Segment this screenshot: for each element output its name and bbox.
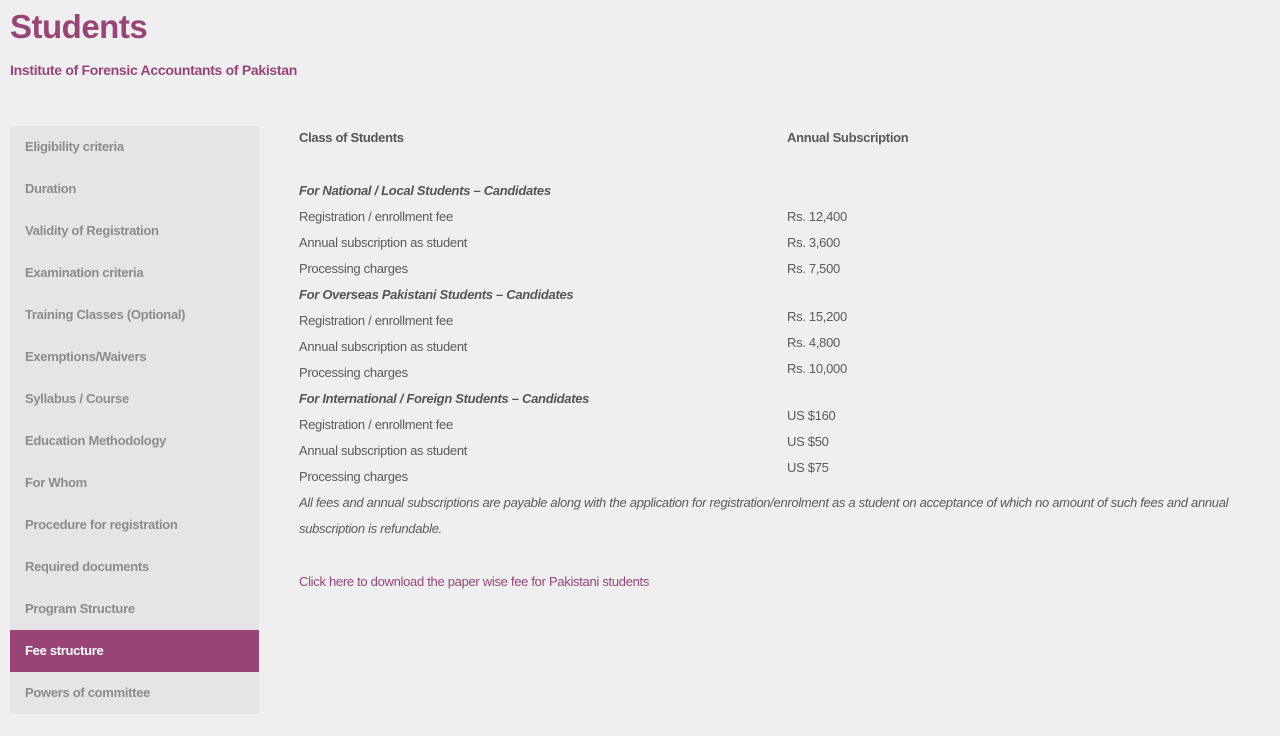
fee-label: Processing charges [299, 365, 408, 380]
download-fee-link[interactable]: Click here to download the paper wise fee for Pakistani students [299, 574, 650, 589]
sidebar-item-examination[interactable]: Examination criteria [25, 265, 144, 280]
section-title-international: For International / Foreign Students – Candidates [299, 391, 590, 406]
fee-amount: US $50 [787, 434, 829, 449]
fee-amount: Rs. 12,400 [787, 209, 847, 224]
sidebar-item-fee-structure[interactable]: Fee structure [10, 630, 259, 672]
sidebar-item-documents[interactable]: Required documents [25, 559, 149, 574]
fee-label: Registration / enrollment fee [299, 313, 453, 328]
fee-label: Annual subscription as student [299, 235, 468, 250]
sidebar-item-procedure[interactable]: Procedure for registration [25, 517, 178, 532]
section-title-national: For National / Local Students – Candidates [299, 183, 551, 198]
fee-amount: Rs. 10,000 [787, 361, 847, 376]
sidebar-item-methodology[interactable]: Education Methodology [25, 433, 167, 448]
column-header-amount: Annual Subscription [787, 130, 909, 145]
sidebar-nav [10, 126, 259, 714]
fee-amount: US $75 [787, 460, 829, 475]
fee-label: Processing charges [299, 469, 408, 484]
fee-label: Registration / enrollment fee [299, 209, 453, 224]
fee-label: Processing charges [299, 261, 408, 276]
fee-label: Annual subscription as student [299, 339, 468, 354]
sidebar-item-powers[interactable]: Powers of committee [25, 685, 151, 700]
fee-amount: Rs. 7,500 [787, 261, 840, 276]
fee-label: Registration / enrollment fee [299, 417, 453, 432]
sidebar-item-exemptions[interactable]: Exemptions/Waivers [25, 349, 147, 364]
page-subtitle: Institute of Forensic Accountants of Pakistan [10, 62, 298, 78]
refund-note: All fees and annual subscriptions are payable along with the application for registration/enrolment as a student on acceptance of which no amount of such fees and annual subscription is refundable. [299, 495, 1229, 536]
sidebar-item-validity[interactable]: Validity of Registration [25, 223, 159, 238]
section-title-overseas: For Overseas Pakistani Students – Candidates [299, 287, 574, 302]
sidebar-item-for-whom[interactable]: For Whom [25, 475, 87, 490]
fee-amount: Rs. 15,200 [787, 309, 847, 324]
sidebar-item-program-structure[interactable]: Program Structure [25, 601, 135, 616]
fee-amount: Rs. 3,600 [787, 235, 840, 250]
column-header-class: Class of Students [299, 130, 404, 145]
sidebar-item-eligibility[interactable]: Eligibility criteria [25, 139, 124, 154]
fee-amount: US $160 [787, 408, 836, 423]
page-title: Students [10, 8, 148, 45]
fee-amount: Rs. 4,800 [787, 335, 840, 350]
sidebar-item-duration[interactable]: Duration [25, 181, 77, 196]
sidebar-item-syllabus[interactable]: Syllabus / Course [25, 391, 129, 406]
fee-label: Annual subscription as student [299, 443, 468, 458]
sidebar-item-training[interactable]: Training Classes (Optional) [25, 307, 186, 322]
